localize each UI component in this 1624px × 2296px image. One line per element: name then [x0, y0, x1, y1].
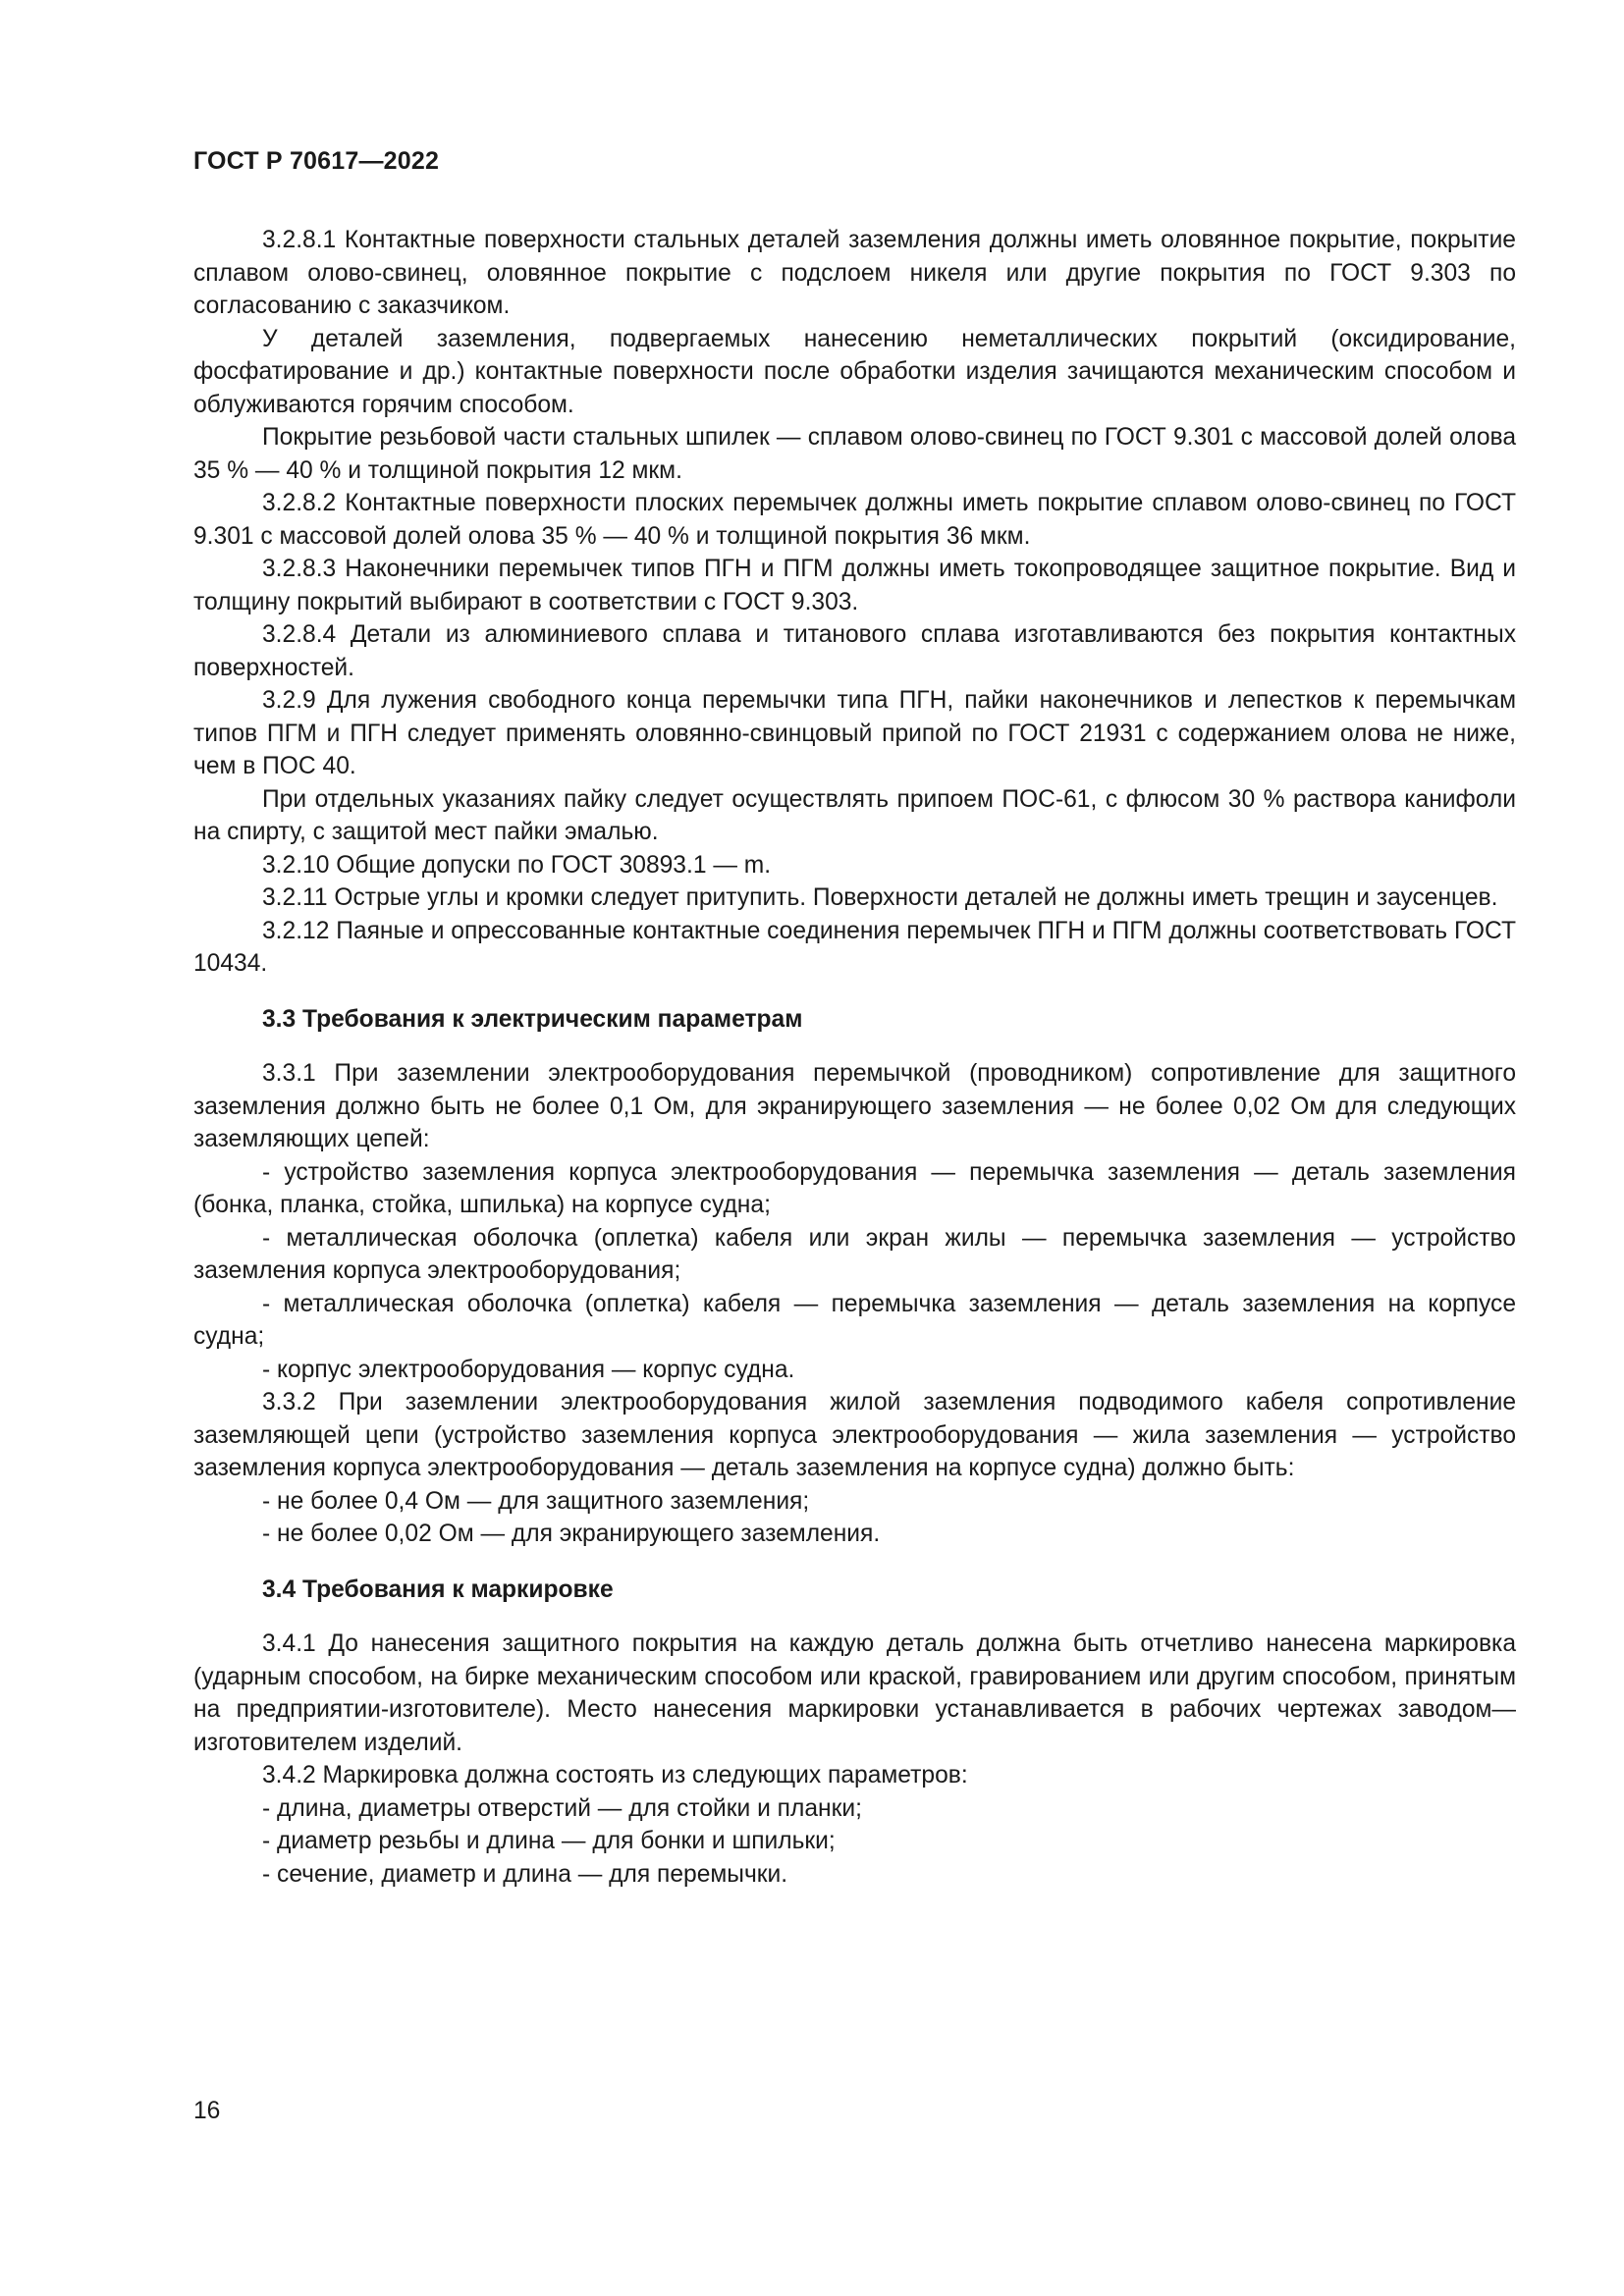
list-item: - металлическая оболочка (оплетка) кабеля — перемычка заземления — деталь заземления на корпусе судна; [193, 1290, 1516, 1350]
paragraph: 3.2.8.4 Детали из алюминиевого сплава и титанового сплава изготавливаются без покрытия контактных поверхностей. [193, 621, 1516, 681]
paragraph: 3.2.8.2 Контактные поверхности плоских перемычек должны иметь покрытие сплавом олово-свинец по ГОСТ 9.301 с массовой долей олова 35 % — 40 % и толщиной покрытия 36 мкм. [193, 490, 1516, 550]
paragraph: 3.2.10 Общие допуски по ГОСТ 30893.1 — m. [262, 851, 772, 879]
list-item: - диаметр резьбы и длина — для бонки и шпильки; [262, 1828, 836, 1854]
page-number: 16 [193, 2098, 221, 2124]
paragraph: 3.4.2 Маркировка должна состоять из следующих параметров: [262, 1762, 968, 1789]
list-item: - не более 0,4 Ом — для защитного заземления; [262, 1487, 810, 1515]
paragraph: 3.2.9 Для лужения свободного конца перемычки типа ПГН, пайки наконечников и лепестков к перемычкам типов ПГМ и ПГН следует применять оловянно-свинцовый припой по ГОСТ 21931 с содержанием олова не ниже, чем в ПОС 40. [193, 687, 1516, 779]
paragraph: У деталей заземления, подвергаемых нанесению неметаллических покрытий (оксидирование, фосфатирование и др.) контактные поверхности после обработки изделия зачищаются механическим способом и облуживаются горячим способом. [193, 325, 1516, 418]
section-heading: 3.4 Требования к маркировке [262, 1575, 614, 1603]
paragraph: 3.2.12 Паяные и опрессованные контактные соединения перемычек ПГН и ПГМ должны соответствовать ГОСТ 10434. [193, 917, 1516, 977]
paragraph: 3.2.11 Острые углы и кромки следует притупить. Поверхности деталей не должны иметь трещин и заусенцев. [262, 884, 1498, 911]
paragraph: 3.4.1 До нанесения защитного покрытия на каждую деталь должна быть отчетливо нанесена маркировка (ударным способом, на бирке механическим способом или краской, гравированием или другим способом, принятым на предприятии-изготовителе). Место нанесения маркировки устанавливается в рабочих чертежах заводом—изготовителем изделий. [193, 1630, 1516, 1756]
paragraph: 3.3.2 При заземлении электрооборудования жилой заземления подводимого кабеля сопротивление заземляющей цепи (устройство заземления корпуса электрооборудования — жила заземления — устройство заземления корпуса электрооборудования — деталь заземления на корпусе судна) должно быть: [193, 1389, 1516, 1481]
list-item: - металлическая оболочка (оплетка) кабеля или экран жилы — перемычка заземления — устройство заземления корпуса электрооборудования; [193, 1224, 1516, 1284]
paragraph: 3.2.8.3 Наконечники перемычек типов ПГН и ПГМ должны иметь токопроводящее защитное покрытие. Вид и толщину покрытий выбирают в соответствии с ГОСТ 9.303. [193, 556, 1516, 615]
list-item: - устройство заземления корпуса электрооборудования — перемычка заземления — деталь заземления (бонка, планка, стойка, шпилька) на корпусе судна; [193, 1158, 1516, 1218]
paragraph: Покрытие резьбовой части стальных шпилек — сплавом олово-свинец по ГОСТ 9.301 с массовой долей олова 35 % — 40 % и толщиной покрытия 12 мкм. [193, 424, 1516, 484]
section-heading: 3.3 Требования к электрическим параметрам [262, 1005, 803, 1033]
list-item: - длина, диаметры отверстий — для стойки и планки; [262, 1794, 862, 1822]
document-body [193, 224, 1516, 1891]
list-item: - сечение, диаметр и длина — для перемычки. [262, 1860, 788, 1888]
document-header-code: ГОСТ Р 70617—2022 [193, 147, 440, 175]
paragraph: При отдельных указаниях пайку следует осуществлять припоем ПОС-61, с флюсом 30 % раствора канифоли на спирту, с защитой мест пайки эмалью. [193, 785, 1516, 845]
paragraph: 3.2.8.1 Контактные поверхности стальных деталей заземления должны иметь оловянное покрытие, покрытие сплавом олово-свинец, оловянное покрытие с подслоем никеля или другие покрытия по ГОСТ 9.303 по согласованию с заказчиком. [193, 227, 1516, 319]
list-item: - корпус электрооборудования — корпус судна. [262, 1356, 795, 1383]
paragraph: 3.3.1 При заземлении электрооборудования перемычкой (проводником) сопротивление для защитного заземления должно быть не более 0,1 Ом, для экранирующего заземления — не более 0,02 Ом для следующих заземляющих цепей: [193, 1060, 1516, 1152]
list-item: - не более 0,02 Ом — для экранирующего заземления. [262, 1521, 881, 1547]
